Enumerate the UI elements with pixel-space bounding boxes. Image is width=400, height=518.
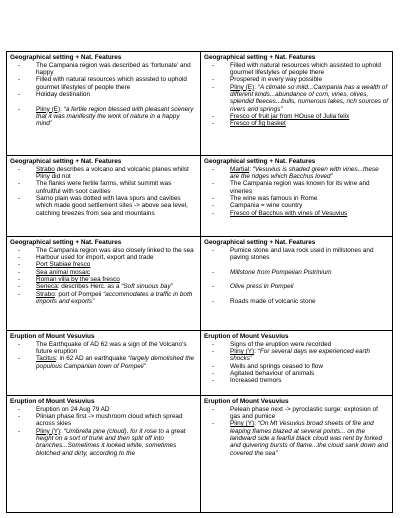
bullet-list xyxy=(204,166,389,217)
note-text: Campania = wine country xyxy=(230,202,303,210)
bullet-item xyxy=(10,413,197,428)
quotation: “A climate so mild...Campania has a wealth of different kinds...abundance of corn, vines, olives, splendid fleeces...bulls, numerous lakes, rich sources of rivers and springs” xyxy=(230,83,389,113)
source-name: Fresco of Bacchus with vines of Vesuvius xyxy=(230,209,348,217)
cell-geo-natural-resources xyxy=(201,52,392,155)
note-text: Prospered in every way possible xyxy=(230,76,322,84)
bullet-item xyxy=(10,180,197,195)
bullet-item xyxy=(204,370,389,377)
cell-heading: Geographical setting + Nat. Features xyxy=(10,239,122,246)
source-name: Fresco of fig basket xyxy=(230,120,286,128)
bullet-item xyxy=(10,291,197,306)
note-text: The Campania region was described as ‘fortunate’ and happy xyxy=(36,61,191,77)
blank-line xyxy=(204,276,389,283)
note-text: Sarno plain was dotted with lava spurs and cavities which made good settlement sites -> above sea level, catching breezes from sea and mountains xyxy=(36,194,188,217)
note-text: : xyxy=(60,427,64,435)
bullet-item xyxy=(204,166,389,181)
bullet-item xyxy=(10,355,197,370)
note-text: : describes Herc. as a xyxy=(57,283,122,291)
note-text: Filled with natural resources which assisted to uphold gourmet lifestyles of people there xyxy=(230,61,381,77)
quotation: “For several days we experienced earth shocks” xyxy=(230,348,370,363)
note-text: : port of Pompeii xyxy=(54,290,104,298)
bullet-item xyxy=(10,406,197,413)
note-text: The Campania region was also closely linked to the sea xyxy=(36,246,194,254)
note-text: The Earthquake of AD 62 was a sign of the Volcano’s future eruption xyxy=(36,340,187,356)
bullet-item xyxy=(204,210,389,217)
cell-geo-pumice-lava xyxy=(201,237,392,330)
quotation: “accommodates a traffic in both imports and exports” xyxy=(36,290,193,305)
note-text: : xyxy=(254,83,258,91)
row-divider xyxy=(7,155,392,156)
cell-geo-volcano-strabo xyxy=(7,156,200,236)
note-text: The wine was famous in Rome xyxy=(230,194,318,202)
note-text: Roads made of volcanic stone xyxy=(230,297,316,305)
bullet-item xyxy=(204,84,389,113)
column-divider xyxy=(200,52,201,512)
cell-heading: Geographical setting + Nat. Features xyxy=(10,54,122,61)
note-text: describes a volcano and volcanic planes whilst Pliny did not xyxy=(36,165,189,181)
quotation: “Umbrella pine (cloud), for it rose to a great height on a sort of trunk and then split off into branches...Sometimes it looked white, sometimes blotched and dirty, according to the xyxy=(36,427,186,457)
bullet-item xyxy=(204,377,389,384)
note-text: Harbour used for import, export and trade xyxy=(36,254,154,262)
bullet-item xyxy=(10,276,197,283)
note-text: Signs of the eruption were recorded xyxy=(230,340,332,348)
cell-heading: Geographical setting + Nat. Features xyxy=(10,158,122,165)
note-text: : in 62 AD an earthquake xyxy=(55,355,129,363)
source-name: Pliny (E) xyxy=(36,105,61,113)
cell-heading: Geographical setting + Nat. Features xyxy=(204,158,316,165)
quotation: Olive press in Pompeii xyxy=(230,283,294,291)
bullet-list xyxy=(10,341,197,370)
bullet-item xyxy=(204,269,389,276)
source-name: Strabo xyxy=(36,165,55,173)
bullet-item xyxy=(10,283,197,290)
source-name: Port Stabiae fresco xyxy=(36,261,91,269)
bullet-list xyxy=(10,406,197,457)
quotation: “Vesuvius is shaded green with vines...these are the ridges which Bacchus loved” xyxy=(230,165,379,181)
cell-heading: Geographical setting + Nat. Features xyxy=(204,239,316,246)
note-text: Plinian phase first -> mushroom cloud which spread across skies xyxy=(36,413,183,428)
source-name: Fresco of fruit jar from HOuse of Julia felix xyxy=(230,112,350,120)
bullet-item xyxy=(10,269,197,276)
bullet-item xyxy=(204,348,389,363)
note-text: Pumice stone and lava rock used in millstones and paving stones xyxy=(230,246,374,262)
source-name: Roman villa by the sea fresco xyxy=(36,275,120,283)
blank-line xyxy=(10,98,197,105)
note-text: The Campania region was known for its wine and vineries xyxy=(230,180,370,195)
row-divider xyxy=(7,330,392,331)
quotation: “largely demolished the populous Campanian town of Pompeii” xyxy=(36,355,195,370)
bullet-item xyxy=(10,106,197,128)
note-text: Increased tremors xyxy=(230,377,282,385)
note-text: The flanks were fertile farms, whilst summit was unfruitful with soot cavities xyxy=(36,180,172,195)
bullet-item xyxy=(10,62,197,77)
cell-heading: Geographical setting + Nat. Features xyxy=(204,54,316,61)
source-name: Pliny (Y) xyxy=(230,348,255,356)
cell-heading: Eruption of Mount Vesuvius xyxy=(10,398,95,405)
note-text: Agitated behaviour of animals xyxy=(230,369,315,377)
note-text: Eruption on 24 Aug 79 AD xyxy=(36,405,110,413)
bullet-item xyxy=(204,406,389,421)
cell-eruption-plinian-phase xyxy=(7,396,200,512)
cell-heading: Eruption of Mount Vesuvius xyxy=(204,398,289,405)
bullet-item xyxy=(204,180,389,195)
bullet-item xyxy=(10,428,197,457)
source-name: Tacitus xyxy=(36,355,56,363)
source-name: Sea animal mosaic xyxy=(36,268,90,276)
bullet-list xyxy=(204,247,389,305)
bullet-item xyxy=(204,62,389,77)
blank-line xyxy=(204,291,389,298)
bullet-item xyxy=(204,113,389,120)
bullet-item xyxy=(10,261,197,268)
row-divider xyxy=(7,236,392,237)
cell-geo-campania-fortunate xyxy=(7,52,200,155)
cell-eruption-pelean-phase xyxy=(201,396,392,512)
bullet-item xyxy=(204,420,389,456)
cell-geo-wine-martial xyxy=(201,156,392,236)
bullet-item xyxy=(204,120,389,127)
source-name: Strabo xyxy=(36,290,55,298)
bullet-item xyxy=(204,298,389,305)
cell-heading: Eruption of Mount Vesuvius xyxy=(204,333,289,340)
note-text: : xyxy=(249,165,253,173)
cell-eruption-earthquake xyxy=(7,331,200,395)
bullet-item xyxy=(10,76,197,91)
bullet-list xyxy=(10,247,197,305)
bullet-item xyxy=(204,363,389,370)
quotation: “a fertile region blessed with pleasant scenery that it was manifestly the work of nature in a happy mind” xyxy=(36,105,194,128)
bullet-item xyxy=(10,195,197,217)
quotation: Millstone from Pompeiian Pistrinium xyxy=(230,268,332,276)
row-divider xyxy=(7,395,392,396)
bullet-item xyxy=(204,341,389,348)
bullet-list xyxy=(10,62,197,128)
note-text: Holiday destination xyxy=(36,90,90,98)
bullet-item xyxy=(10,91,197,98)
note-text: : xyxy=(254,420,258,428)
quotation: “Soft sinuous bay” xyxy=(121,283,173,291)
bullet-item xyxy=(10,341,197,356)
note-text: Pelean phase next -> pyroclastic surge: explosion of gas and pumice xyxy=(230,405,378,421)
note-text: Wells and springs ceased to flow xyxy=(230,362,323,370)
cell-heading: Eruption of Mount Vesuvius xyxy=(10,333,95,340)
bullet-list xyxy=(204,406,389,457)
blank-line xyxy=(204,261,389,268)
cell-geo-sea-harbour xyxy=(7,237,200,330)
bullet-item xyxy=(10,166,197,181)
source-name: Pliny (E) xyxy=(230,83,255,91)
bullet-item xyxy=(204,247,389,262)
note-text: : xyxy=(254,348,258,356)
source-name: Seneca xyxy=(36,283,58,291)
bullet-item xyxy=(10,247,197,254)
bullet-list xyxy=(10,166,197,217)
note-text: Filled with natural resources which assisted to uphold gourmet lifestyles of people there xyxy=(36,76,187,91)
bullet-list xyxy=(204,62,389,128)
cell-eruption-signs xyxy=(201,331,392,395)
source-name: Pliny (Y) xyxy=(36,427,61,435)
notes-table xyxy=(6,51,393,513)
note-text: : xyxy=(60,105,64,113)
source-name: Pliny (Y) xyxy=(230,420,255,428)
source-name: Martial xyxy=(230,165,250,173)
bullet-item xyxy=(10,254,197,261)
bullet-list xyxy=(204,341,389,385)
bullet-item xyxy=(204,283,389,290)
bullet-item xyxy=(204,76,389,83)
bullet-item xyxy=(204,202,389,209)
bullet-item xyxy=(204,195,389,202)
quotation: “On Mt Vesuvius broad sheets of fire and leaping flames blazed at several points... on the landward side a fearful black cloud was rent by forked and quivering bursts of flame...the cloud sank down and covered the sea” xyxy=(230,420,389,457)
